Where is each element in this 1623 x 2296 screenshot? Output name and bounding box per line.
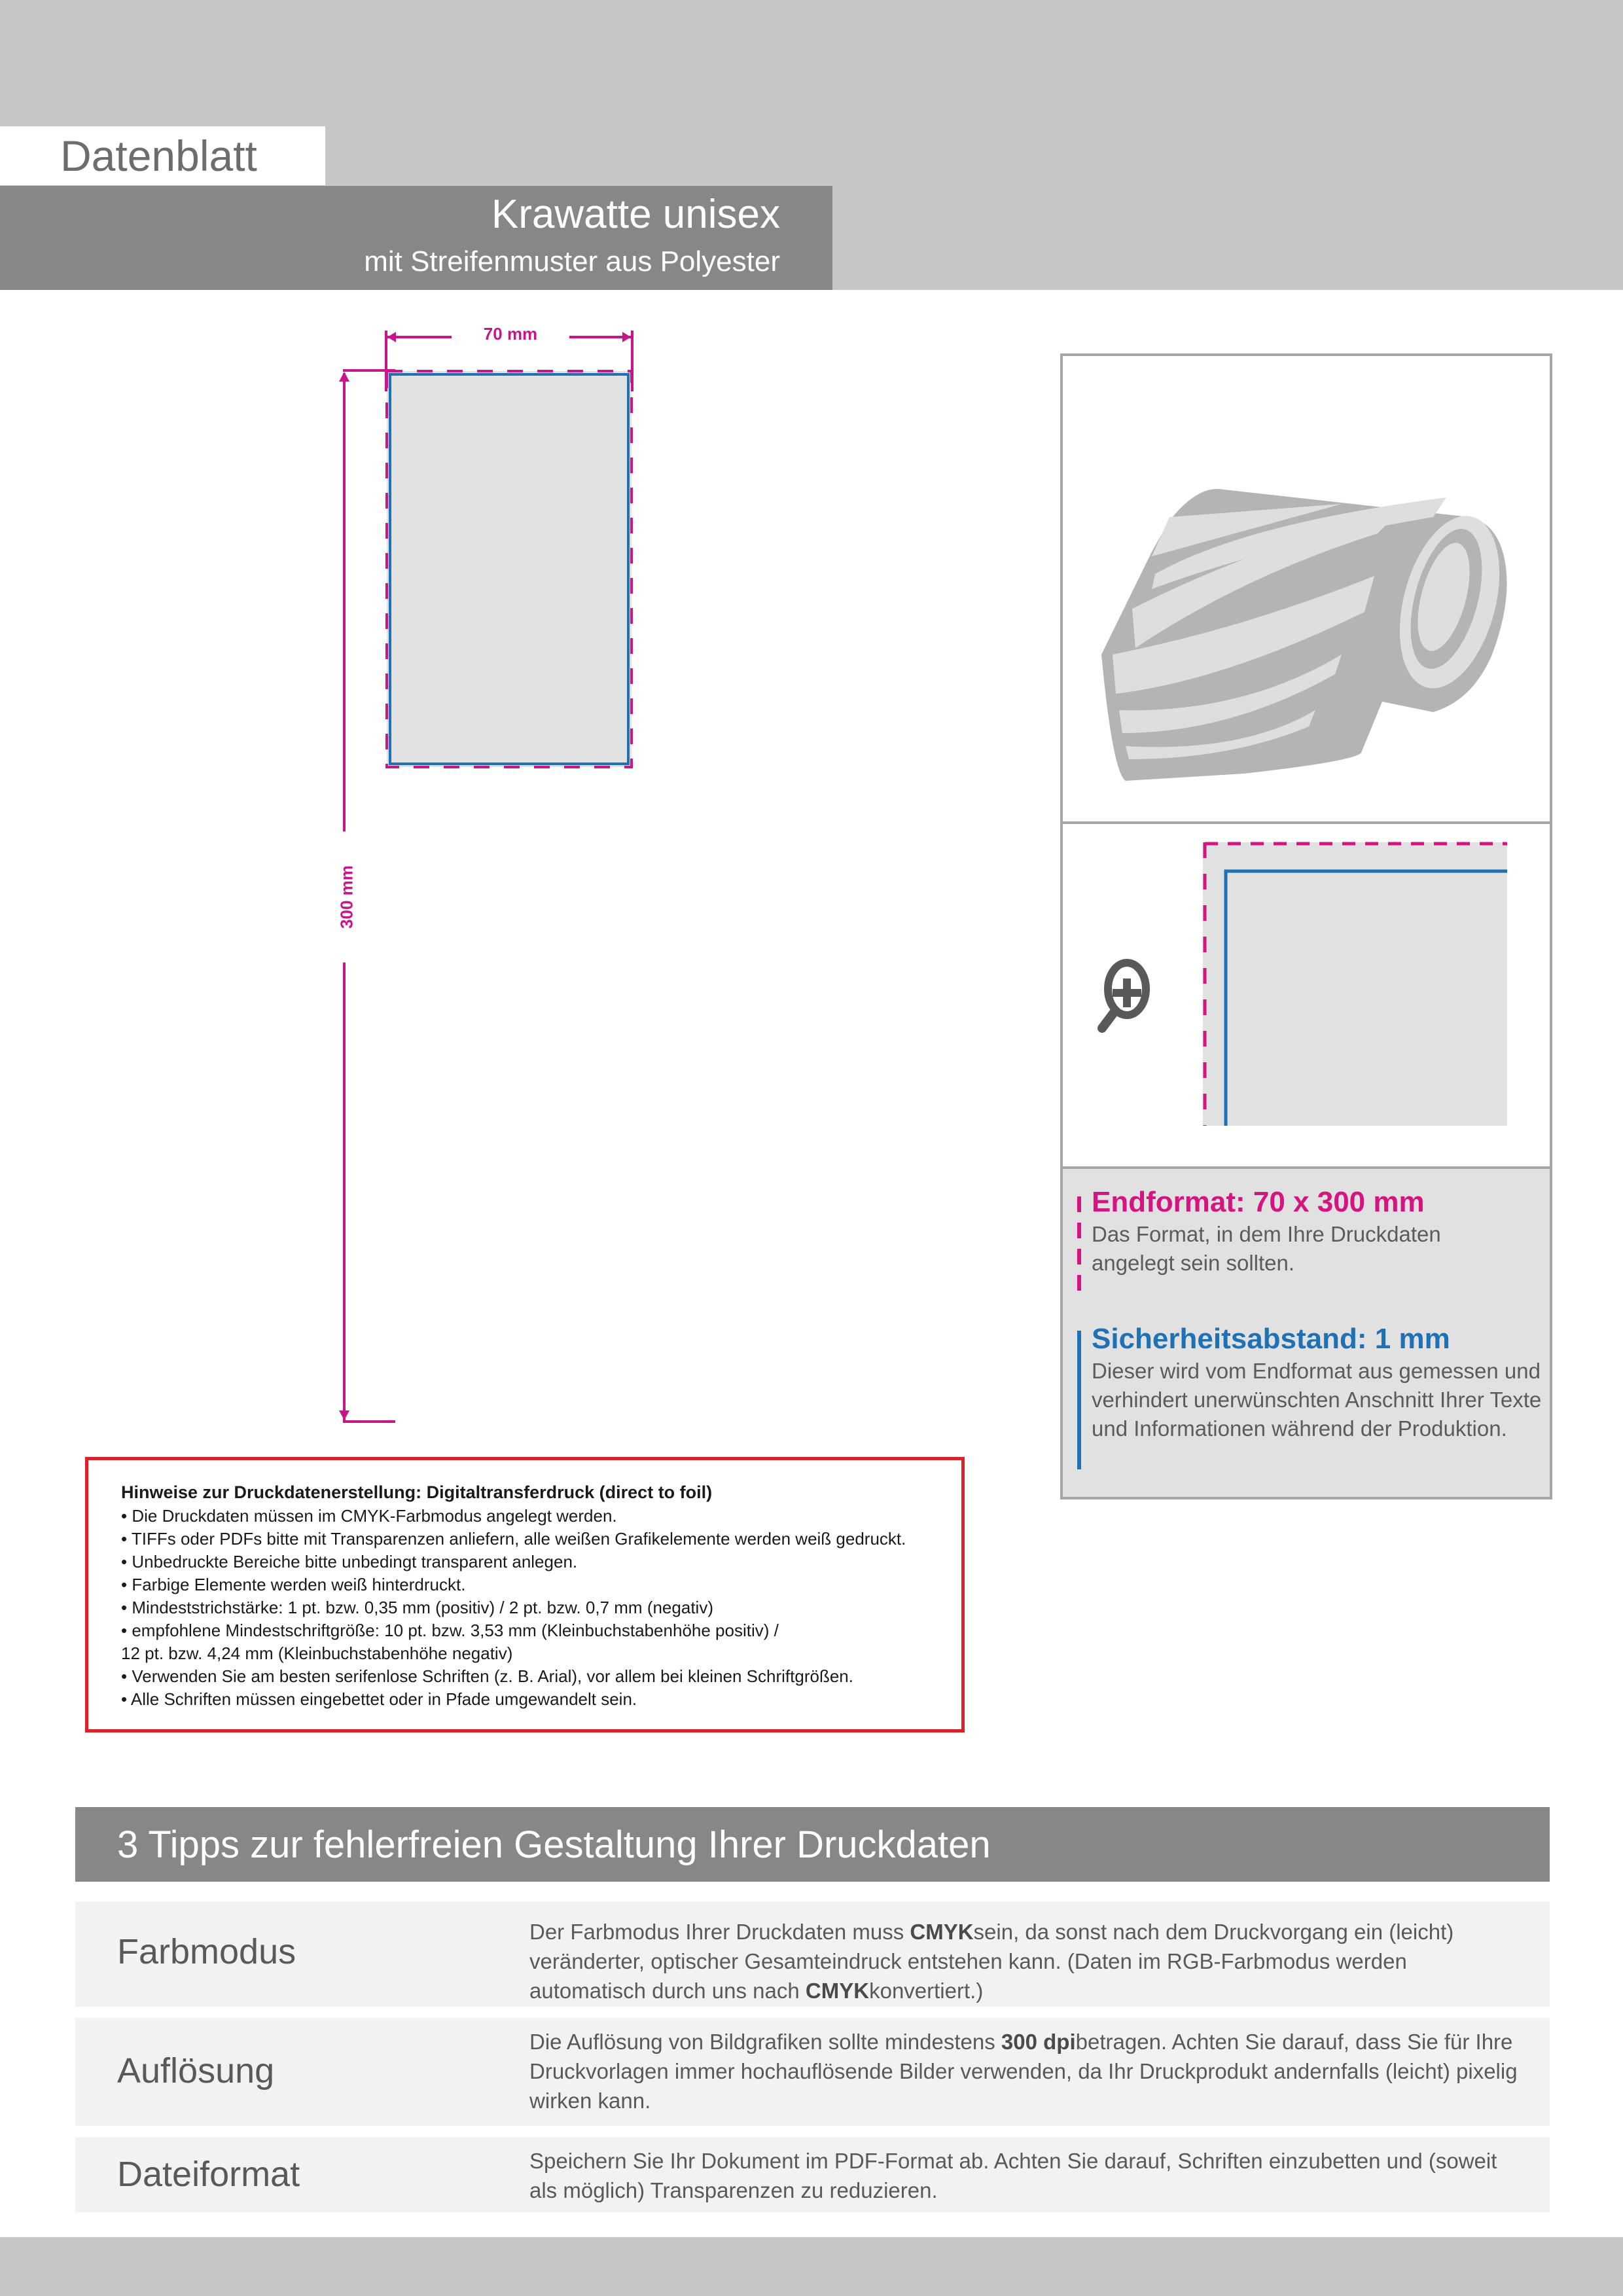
tip-text-part: Die Auflösung von Bildgrafiken sollte mindestens bbox=[529, 2030, 1001, 2054]
tip-row-dateiformat bbox=[75, 2137, 1550, 2212]
tips-title: 3 Tipps zur fehlerfreien Gestaltung Ihrer Druckdaten bbox=[117, 1823, 991, 1866]
notes-title: Hinweise zur Druckdatenerstellung: Digitaltransferdruck (direct to foil) bbox=[121, 1482, 713, 1502]
endformat-title: Endformat: 70 x 300 mm bbox=[1092, 1186, 1425, 1218]
product-title: Krawatte unisex bbox=[491, 192, 780, 237]
notes-list bbox=[121, 1505, 906, 1711]
notes-item: • Mindeststrichstärke: 1 pt. bzw. 0,35 mm (positiv) / 2 pt. bzw. 0,7 mm (negativ) bbox=[121, 1598, 713, 1617]
tip-label: Farbmodus bbox=[117, 1932, 296, 1971]
tip-text bbox=[529, 1917, 1524, 2005]
print-notes-box bbox=[85, 1457, 965, 1732]
notes-item: • Alle Schriften müssen eingebettet oder in Pfade umgewandelt sein. bbox=[121, 1689, 637, 1709]
height-arrow-top bbox=[339, 372, 349, 382]
notes-item: • TIFFs oder PDFs bitte mit Transparenzen anliefern, alle weißen Grafikelemente werden weiß gedruckt. bbox=[121, 1529, 906, 1549]
notes-item: • Die Druckdaten müssen im CMYK-Farbmodus angelegt werden. bbox=[121, 1506, 617, 1526]
tip-text bbox=[529, 2027, 1524, 2115]
tip-label: Dateiformat bbox=[117, 2155, 300, 2194]
notes-item: • Unbedruckte Bereiche bitte unbedingt transparent anlegen. bbox=[121, 1552, 578, 1571]
tip-text-part: konvertiert.) bbox=[869, 1979, 984, 2003]
tip-row-aufloesung bbox=[75, 2018, 1550, 2126]
notes-item: • Farbige Elemente werden weiß hinterdruckt. bbox=[121, 1575, 466, 1594]
detail-zoom-view bbox=[1063, 824, 1550, 1166]
width-arrow-left bbox=[387, 332, 396, 342]
doc-label: Datenblatt bbox=[60, 132, 257, 180]
product-panel bbox=[1060, 353, 1552, 1499]
detail-bleed-area bbox=[1203, 842, 1507, 1126]
tip-text: Speichern Sie Ihr Dokument im PDF-Format ab. Achten Sie darauf, Schriften einzubetten und (soweit als möglich) Transparenzen zu reduzieren. bbox=[529, 2149, 1497, 2202]
tip-label: Auflösung bbox=[117, 2051, 275, 2090]
tie-icon bbox=[1063, 356, 1550, 821]
tip-text-bold: 300 dpi bbox=[1001, 2030, 1076, 2054]
endformat-text: Das Format, in dem Ihre Druckdaten angelegt sein sollten. bbox=[1092, 1222, 1441, 1275]
notes-item: • empfohlene Mindestschriftgröße: 10 pt. bzw. 3,53 mm (Kleinbuchstabenhöhe positiv) / bbox=[121, 1621, 779, 1640]
tip-text-part: Der Farbmodus Ihrer Druckdaten muss bbox=[529, 1920, 910, 1944]
notes-item: • Verwenden Sie am besten serifenlose Schriften (z. B. Arial), vor allem bei kleinen Schriftgrößen. bbox=[121, 1666, 853, 1686]
tip-row-farbmodus bbox=[75, 1901, 1550, 2007]
format-drawing bbox=[0, 0, 654, 1440]
tip-text-bold: CMYK bbox=[805, 1979, 870, 2003]
footer-band bbox=[0, 2237, 1623, 2296]
safety-title: Sicherheitsabstand: 1 mm bbox=[1092, 1323, 1450, 1355]
notes-item: 12 pt. bzw. 4,24 mm (Kleinbuchstabenhöhe negativ) bbox=[121, 1643, 513, 1663]
safety-text: Dieser wird vom Endformat aus gemessen und verhindert unerwünschten Anschnitt Ihrer Texte und Informationen während der Produktion. bbox=[1092, 1359, 1542, 1441]
endformat-marker bbox=[1077, 1196, 1081, 1292]
zoom-in-icon bbox=[1102, 963, 1146, 1028]
product-subtitle: mit Streifenmuster aus Polyester bbox=[364, 245, 780, 278]
tip-text-part: betragen. Achten Sie darauf, dass Sie für Ihre Druckvorlagen immer hochauflösende Bilder verwenden, da Ihr Druckprodukt andernfalls (leicht) pixelig wirken kann. bbox=[529, 2030, 1518, 2113]
safety-marker bbox=[1077, 1331, 1081, 1469]
bleed-area bbox=[387, 371, 632, 767]
height-label: 300 mm bbox=[337, 832, 357, 963]
tip-text-bold: CMYK bbox=[910, 1920, 974, 1944]
width-arrow-right bbox=[622, 332, 631, 342]
width-label: 70 mm bbox=[452, 324, 569, 344]
format-info bbox=[1063, 1169, 1550, 1497]
tips-header bbox=[75, 1807, 1550, 1882]
tip-text-part: sein, da sonst nach dem Druckvorgang ein (leicht) veränderter, optischer Gesamteindruck entstehen kann. (Daten im RGB-Farbmodus werden automatisch durch uns nach bbox=[529, 1920, 1454, 2003]
height-arrow-bottom bbox=[339, 1410, 349, 1420]
